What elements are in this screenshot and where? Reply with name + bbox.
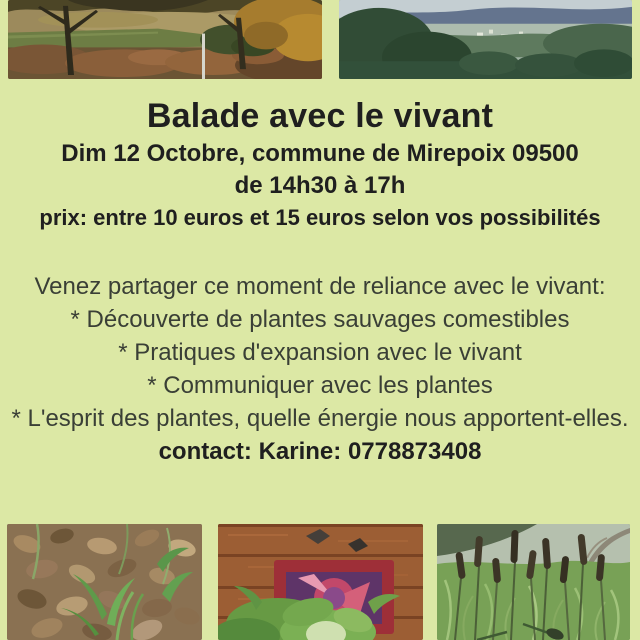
bullet-item: * Communiquer avec les plantes (147, 372, 493, 399)
photo-table-red-book-plants (218, 524, 423, 640)
bullet-item: * Découverte de plantes sauvages comestibles (70, 306, 570, 333)
flyer-title: Balade avec le vivant (146, 97, 494, 135)
seed-heads-illustration (437, 524, 630, 640)
date-location-line: Dim 12 Octobre, commune de Mirepoix 09500 (61, 140, 579, 167)
bullet-item: * L'esprit des plantes, quelle énergie nous apportent-elles. (11, 405, 629, 432)
valley-panorama-illustration (339, 0, 632, 79)
photo-forest-floor-leaves (7, 524, 202, 640)
intro-line: Venez partager ce moment de reliance avec le vivant: (34, 273, 606, 300)
photo-valley-panorama (339, 0, 632, 79)
price-line: prix: entre 10 euros et 15 euros selon vos possibilités (39, 205, 601, 230)
time-line: de 14h30 à 17h (234, 172, 406, 199)
bullet-item: * Pratiques d'expansion avec le vivant (118, 339, 522, 366)
contact-line: contact: Karine: 0778873408 (158, 438, 482, 465)
photo-grass-seed-heads (437, 524, 630, 640)
photo-autumn-countryside (8, 0, 322, 79)
description-block (5, 270, 635, 468)
flyer-text-area (0, 94, 640, 468)
forest-floor-illustration (7, 524, 202, 640)
autumn-countryside-illustration (8, 0, 322, 79)
table-book-illustration (218, 524, 423, 640)
